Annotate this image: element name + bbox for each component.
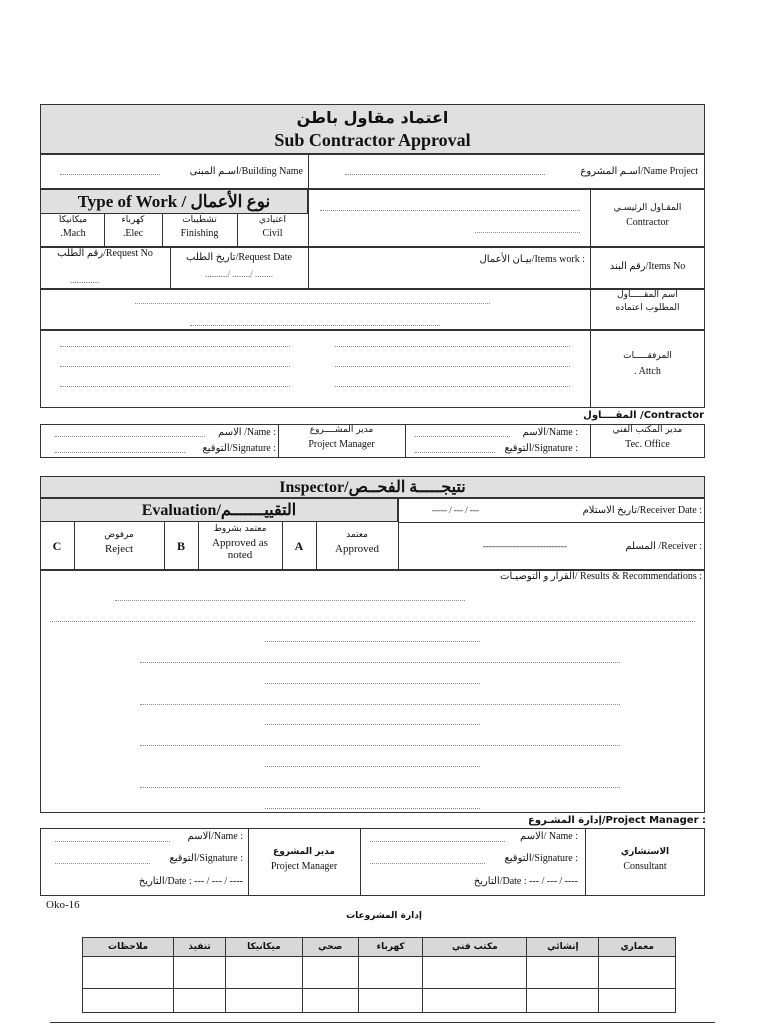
form-title-english: Sub Contractor Approval bbox=[274, 130, 471, 150]
dept-cell[interactable] bbox=[527, 989, 599, 1013]
pm-section-label: إدارة المشـروع/Project Manager : bbox=[528, 815, 706, 826]
receiver-date-field[interactable]: ----- / --- / --- bbox=[432, 505, 479, 515]
evaluation-title: Evaluation/التقييـــــــم bbox=[141, 502, 297, 519]
dept-title: إدارة المشروعات bbox=[346, 911, 422, 921]
dept-col-notes: ملاحظات bbox=[83, 938, 174, 957]
work-type-elec[interactable]: كهرباء .Elec bbox=[121, 215, 145, 239]
items-no-label: رقم البند/Items No bbox=[609, 261, 686, 272]
dept-cell[interactable] bbox=[358, 989, 423, 1013]
receiver-field[interactable]: ---------------------------- bbox=[483, 541, 567, 551]
approved-as-noted-option[interactable]: معتمد بشروط Approved as noted bbox=[212, 524, 268, 561]
dept-cell[interactable] bbox=[83, 957, 174, 989]
grade-a-letter: A bbox=[294, 539, 304, 553]
form-header bbox=[40, 104, 705, 154]
work-type-mach[interactable]: ميكانيكا .Mach bbox=[58, 215, 88, 239]
pm2-signature-label: التوقيع/Signature : bbox=[169, 853, 243, 864]
dept-cell[interactable] bbox=[174, 957, 226, 989]
reject-option[interactable]: مرفوض Reject bbox=[104, 530, 134, 555]
dept-cell[interactable] bbox=[423, 989, 527, 1013]
results-label: القرار و التوصيـات/ Results & Recommendations : bbox=[500, 571, 702, 582]
form-title-arabic: اعتماد مقاول باطن bbox=[296, 108, 449, 127]
pm-name-label: الاسم /Name : bbox=[218, 427, 276, 438]
contractor-section-label: المقــــاول /Contractor bbox=[583, 410, 704, 421]
dept-cell[interactable] bbox=[599, 957, 676, 989]
dept-col-tech-office: مكتب فني bbox=[423, 938, 527, 957]
consultant-label: الاستشاري Consultant bbox=[620, 847, 670, 872]
dept-cell[interactable] bbox=[599, 989, 676, 1013]
request-no-label: رقم الطلب/Request No bbox=[57, 248, 153, 259]
receiver-date-label: تاريخ الاستلام/Receiver Date : bbox=[582, 505, 702, 516]
name-project-label: اسـم المشروع/Name Project bbox=[580, 166, 698, 177]
dept-cell[interactable] bbox=[358, 957, 423, 989]
pm2-date-label: التاريخ/Date : --- / --- / ---- bbox=[138, 876, 243, 887]
consultant-date-label: التاريخ/Date : --- / --- / ---- bbox=[473, 876, 578, 887]
contractor-label: المقـاول الرئيسـي Contractor bbox=[613, 203, 682, 228]
dept-cell[interactable] bbox=[226, 957, 303, 989]
attachments-field[interactable] bbox=[60, 346, 290, 347]
dept-header-row bbox=[83, 938, 676, 957]
grade-c-letter: C bbox=[52, 539, 62, 553]
pm2-label: مدير المشروع Project Manager bbox=[270, 847, 338, 872]
dept-col-mechanical: ميكانيكا bbox=[226, 938, 303, 957]
dept-cell[interactable] bbox=[527, 957, 599, 989]
dept-cell[interactable] bbox=[226, 989, 303, 1013]
pm-signature-label: التوقيع/Signature : bbox=[202, 443, 276, 454]
dept-cell[interactable] bbox=[302, 989, 358, 1013]
work-type-civil[interactable]: اعتيادي Civil bbox=[258, 215, 287, 239]
departments-table bbox=[82, 937, 676, 1013]
dept-col-execution: تنفيذ bbox=[174, 938, 226, 957]
inspector-title: Inspector/نتيجـــــة الفحــص bbox=[279, 479, 466, 496]
tec-office-signature-label: التوقيع/Signature : bbox=[504, 443, 578, 454]
evaluation-header bbox=[40, 498, 398, 522]
name-project-field[interactable] bbox=[345, 174, 545, 175]
results-field[interactable] bbox=[115, 600, 465, 601]
dept-col-structural: إنشائي bbox=[527, 938, 599, 957]
dept-col-plumbing: صحي bbox=[302, 938, 358, 957]
attachments-label: المرفقـــــات . Attch bbox=[623, 351, 672, 377]
consultant-name-field[interactable] bbox=[370, 841, 505, 842]
form-code: Oko-16 bbox=[46, 899, 80, 911]
dept-row bbox=[83, 989, 676, 1013]
pm-label: مدير المشــــروع Project Manager bbox=[308, 425, 375, 450]
request-no-field[interactable]: ............. bbox=[70, 275, 100, 285]
consultant-name-label: الاسم/ Name : bbox=[520, 831, 578, 842]
subcontractor-field[interactable] bbox=[135, 303, 490, 304]
consultant-signature-label: التوقيع/Signature : bbox=[504, 853, 578, 864]
approved-option[interactable]: معتمد Approved bbox=[335, 530, 379, 555]
items-work-label: بيـان الأعمال/Items work : bbox=[479, 254, 585, 265]
request-date-field[interactable]: ........../ ......../ ........ bbox=[204, 269, 273, 279]
tec-office-name-label: الاسم/Name : bbox=[522, 427, 578, 438]
inspector-header bbox=[40, 476, 705, 498]
bottom-rule bbox=[50, 1022, 715, 1023]
dept-cell[interactable] bbox=[174, 989, 226, 1013]
pm2-name-label: الاسم/Name : bbox=[187, 831, 243, 842]
dept-cell[interactable] bbox=[423, 957, 527, 989]
dept-col-electrical: كهرباء bbox=[358, 938, 423, 957]
tec-office-label: مدير المكتب الفني Tec. Office bbox=[612, 425, 683, 450]
type-of-work-header bbox=[40, 189, 308, 214]
dept-cell[interactable] bbox=[83, 989, 174, 1013]
receiver-label: المسلم /Receiver : bbox=[625, 541, 702, 552]
dept-col-architectural: معماري bbox=[599, 938, 676, 957]
dept-cell[interactable] bbox=[302, 957, 358, 989]
request-date-label: تاريخ الطلب/Request Date bbox=[186, 252, 292, 263]
results-block bbox=[40, 570, 705, 813]
subcontractor-label: اسم المقـــــاول المطلوب اعتماده bbox=[615, 290, 680, 313]
building-name-label: اسـم المبنى/Building Name bbox=[189, 166, 303, 177]
building-name-field[interactable] bbox=[60, 174, 160, 175]
type-of-work-title: Type of Work / نوع الأعمال bbox=[77, 192, 271, 211]
pm2-name-field[interactable] bbox=[55, 841, 170, 842]
dept-row bbox=[83, 957, 676, 989]
contractor-field[interactable] bbox=[320, 210, 580, 211]
work-type-finishing[interactable]: تشطيبات Finishing bbox=[180, 215, 219, 239]
tec-office-name-field[interactable] bbox=[415, 436, 510, 437]
pm-name-field[interactable] bbox=[55, 436, 205, 437]
grade-b-letter: B bbox=[176, 539, 185, 553]
